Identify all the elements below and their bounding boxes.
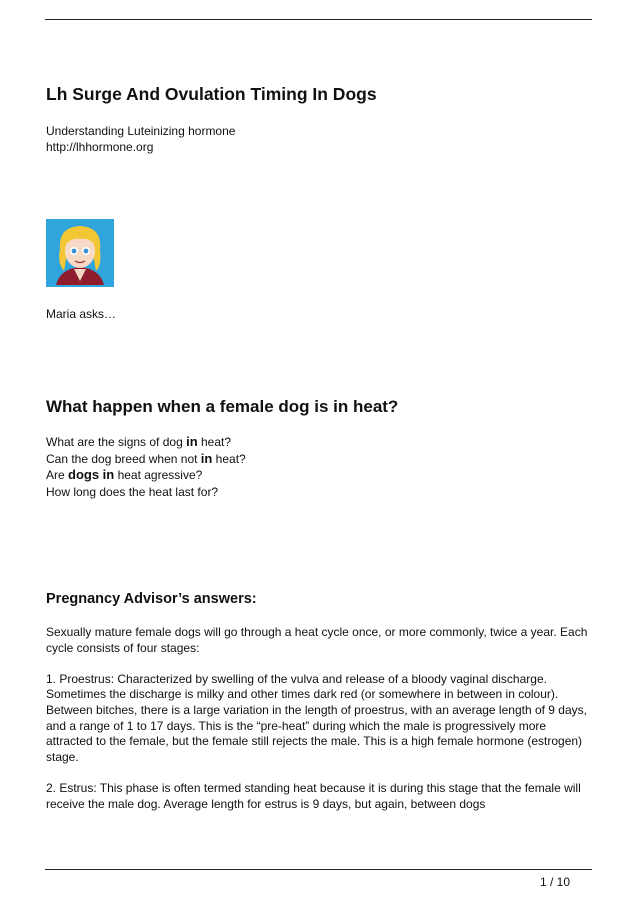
question-title: What happen when a female dog is in heat? [46, 397, 399, 416]
question-body [46, 434, 246, 500]
footer-rule [45, 869, 592, 870]
question-line: Are dogs in heat agressive? [46, 467, 203, 482]
answer-paragraph: Sexually mature female dogs will go through a heat cycle once, or more commonly, twice a year. Each cycle consists of four stages: [46, 625, 588, 655]
question-keyword: dogs in [68, 467, 115, 482]
asker-label: Maria asks… [46, 307, 117, 321]
question-line: Can the dog breed when not in heat? [46, 450, 246, 466]
header-rule [45, 19, 592, 20]
document-title: Lh Surge And Ovulation Timing In Dogs [46, 84, 377, 104]
document-subtitle: Understanding Luteinizing hormone [46, 124, 236, 138]
question-line: What are the signs of dog in heat? [46, 434, 232, 449]
answer-paragraph: 2. Estrus: This phase is often termed standing heat because it is during this stage that the female will receive the male dog. Average length for estrus is 9 days, but again, between dogs [46, 780, 581, 811]
asker-avatar [46, 219, 114, 287]
question-keyword: in [200, 450, 213, 466]
answer-paragraph: 1. Proestrus: Characterized by swelling of the vulva and release of a bloody vaginal discharge. Sometimes the discharge is milky and other times dark red (or somewhere in between in colour). Between bitches, there is a large variation in the length of proestrus, with an average length of 9 days, and a range of 1 to 17 days. This is the “pre-heat” during which the male is progressively more attracted to the female, but the female still rejects the male. This is a high female hormone (estrogen) stage. [46, 671, 587, 764]
page-number: 1 / 10 [540, 875, 571, 889]
document-meta [46, 124, 235, 155]
answer-title: Pregnancy Advisor’s answers: [46, 591, 257, 607]
document-url: http://lhhormone.org [46, 139, 154, 154]
answer-body [46, 625, 594, 828]
question-line: How long does the heat last for? [46, 484, 219, 499]
question-keyword: in [186, 434, 198, 449]
